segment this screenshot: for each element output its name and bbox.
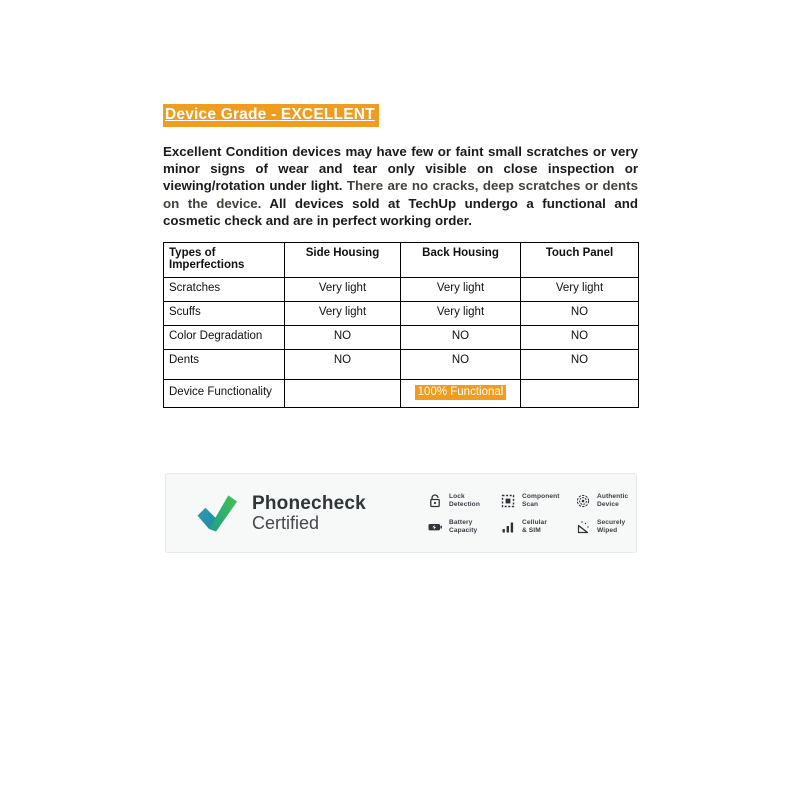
table-row-scratches: [164, 278, 639, 302]
cell-empty: [521, 380, 639, 408]
cell-value: NO: [285, 350, 401, 380]
table-row-color-degradation: [164, 326, 639, 350]
feature-component-scan: [501, 488, 575, 514]
description-seg2: There are no cracks, deep scratches or dents on the device.: [163, 178, 638, 211]
cell-value: Very light: [401, 278, 521, 302]
feature-securely-wiped: [576, 514, 648, 540]
table-row-dents: [164, 350, 639, 380]
checkmark-icon: [194, 491, 238, 535]
phonecheck-logo: [194, 491, 366, 535]
row-label: Scuffs: [164, 302, 285, 326]
brand-name: Phonecheck: [252, 492, 366, 514]
header-types: Types of Imperfections: [164, 243, 285, 278]
header-back-housing: Back Housing: [401, 243, 521, 278]
row-label: Device Functionality: [164, 380, 285, 408]
description-seg1: Excellent Condition devices may have few or faint small scratches or very minor signs of wear and tear only visible on close inspection or viewing/rotation under light.: [163, 144, 638, 194]
component-icon: [501, 494, 515, 508]
cellular-icon: [501, 520, 515, 534]
functionality-badge: 100% Functional: [415, 385, 507, 400]
feature-label: Battery Capacity: [449, 518, 478, 534]
feature-label: Authentic Device: [597, 492, 629, 508]
cell-value: NO: [401, 326, 521, 350]
document-page: [163, 104, 638, 408]
imperfections-table: [163, 242, 639, 408]
header-side-housing: Side Housing: [285, 243, 401, 278]
row-label: Scratches: [164, 278, 285, 302]
feature-lock-detection: [428, 488, 500, 514]
cell-value: Very light: [285, 278, 401, 302]
feature-battery-capacity: [428, 514, 500, 540]
cell-empty: [285, 380, 401, 408]
table-row-scuffs: [164, 302, 639, 326]
condition-description: [163, 143, 638, 229]
phonecheck-certified-panel: [165, 473, 637, 553]
brand-subtitle: Certified: [252, 512, 320, 533]
feature-label: Cellular & SIM: [522, 518, 547, 534]
cell-value: Very light: [401, 302, 521, 326]
description-seg3: All devices sold at TechUp undergo a functional and cosmetic check and are in perfect working order.: [163, 195, 638, 228]
feature-label: Lock Detection: [449, 492, 480, 508]
cell-value: NO: [521, 302, 639, 326]
wiped-icon: [576, 520, 590, 534]
cell-value: NO: [285, 326, 401, 350]
feature-cellular-sim: [501, 514, 575, 540]
feature-label: Securely Wiped: [597, 518, 626, 534]
page-title: [163, 104, 638, 127]
row-label: Color Degradation: [164, 326, 285, 350]
table-header-row: [164, 243, 639, 278]
table-row-device-functionality: [164, 380, 639, 408]
feature-authentic-device: [576, 488, 648, 514]
cell-value: NO: [521, 326, 639, 350]
cell-functionality: [401, 380, 521, 408]
battery-icon: [428, 520, 442, 534]
device-grade-heading: Device Grade - EXCELLENT: [163, 104, 379, 127]
feature-label: Component Scan: [522, 492, 560, 508]
cell-value: Very light: [521, 278, 639, 302]
cell-value: NO: [521, 350, 639, 380]
phonecheck-wordmark: [252, 494, 366, 532]
header-touch-panel: Touch Panel: [521, 243, 639, 278]
row-label: Dents: [164, 350, 285, 380]
fingerprint-icon: [576, 494, 590, 508]
cell-value: Very light: [285, 302, 401, 326]
cell-value: NO: [401, 350, 521, 380]
certification-features: [428, 488, 648, 540]
lock-icon: [428, 494, 442, 508]
